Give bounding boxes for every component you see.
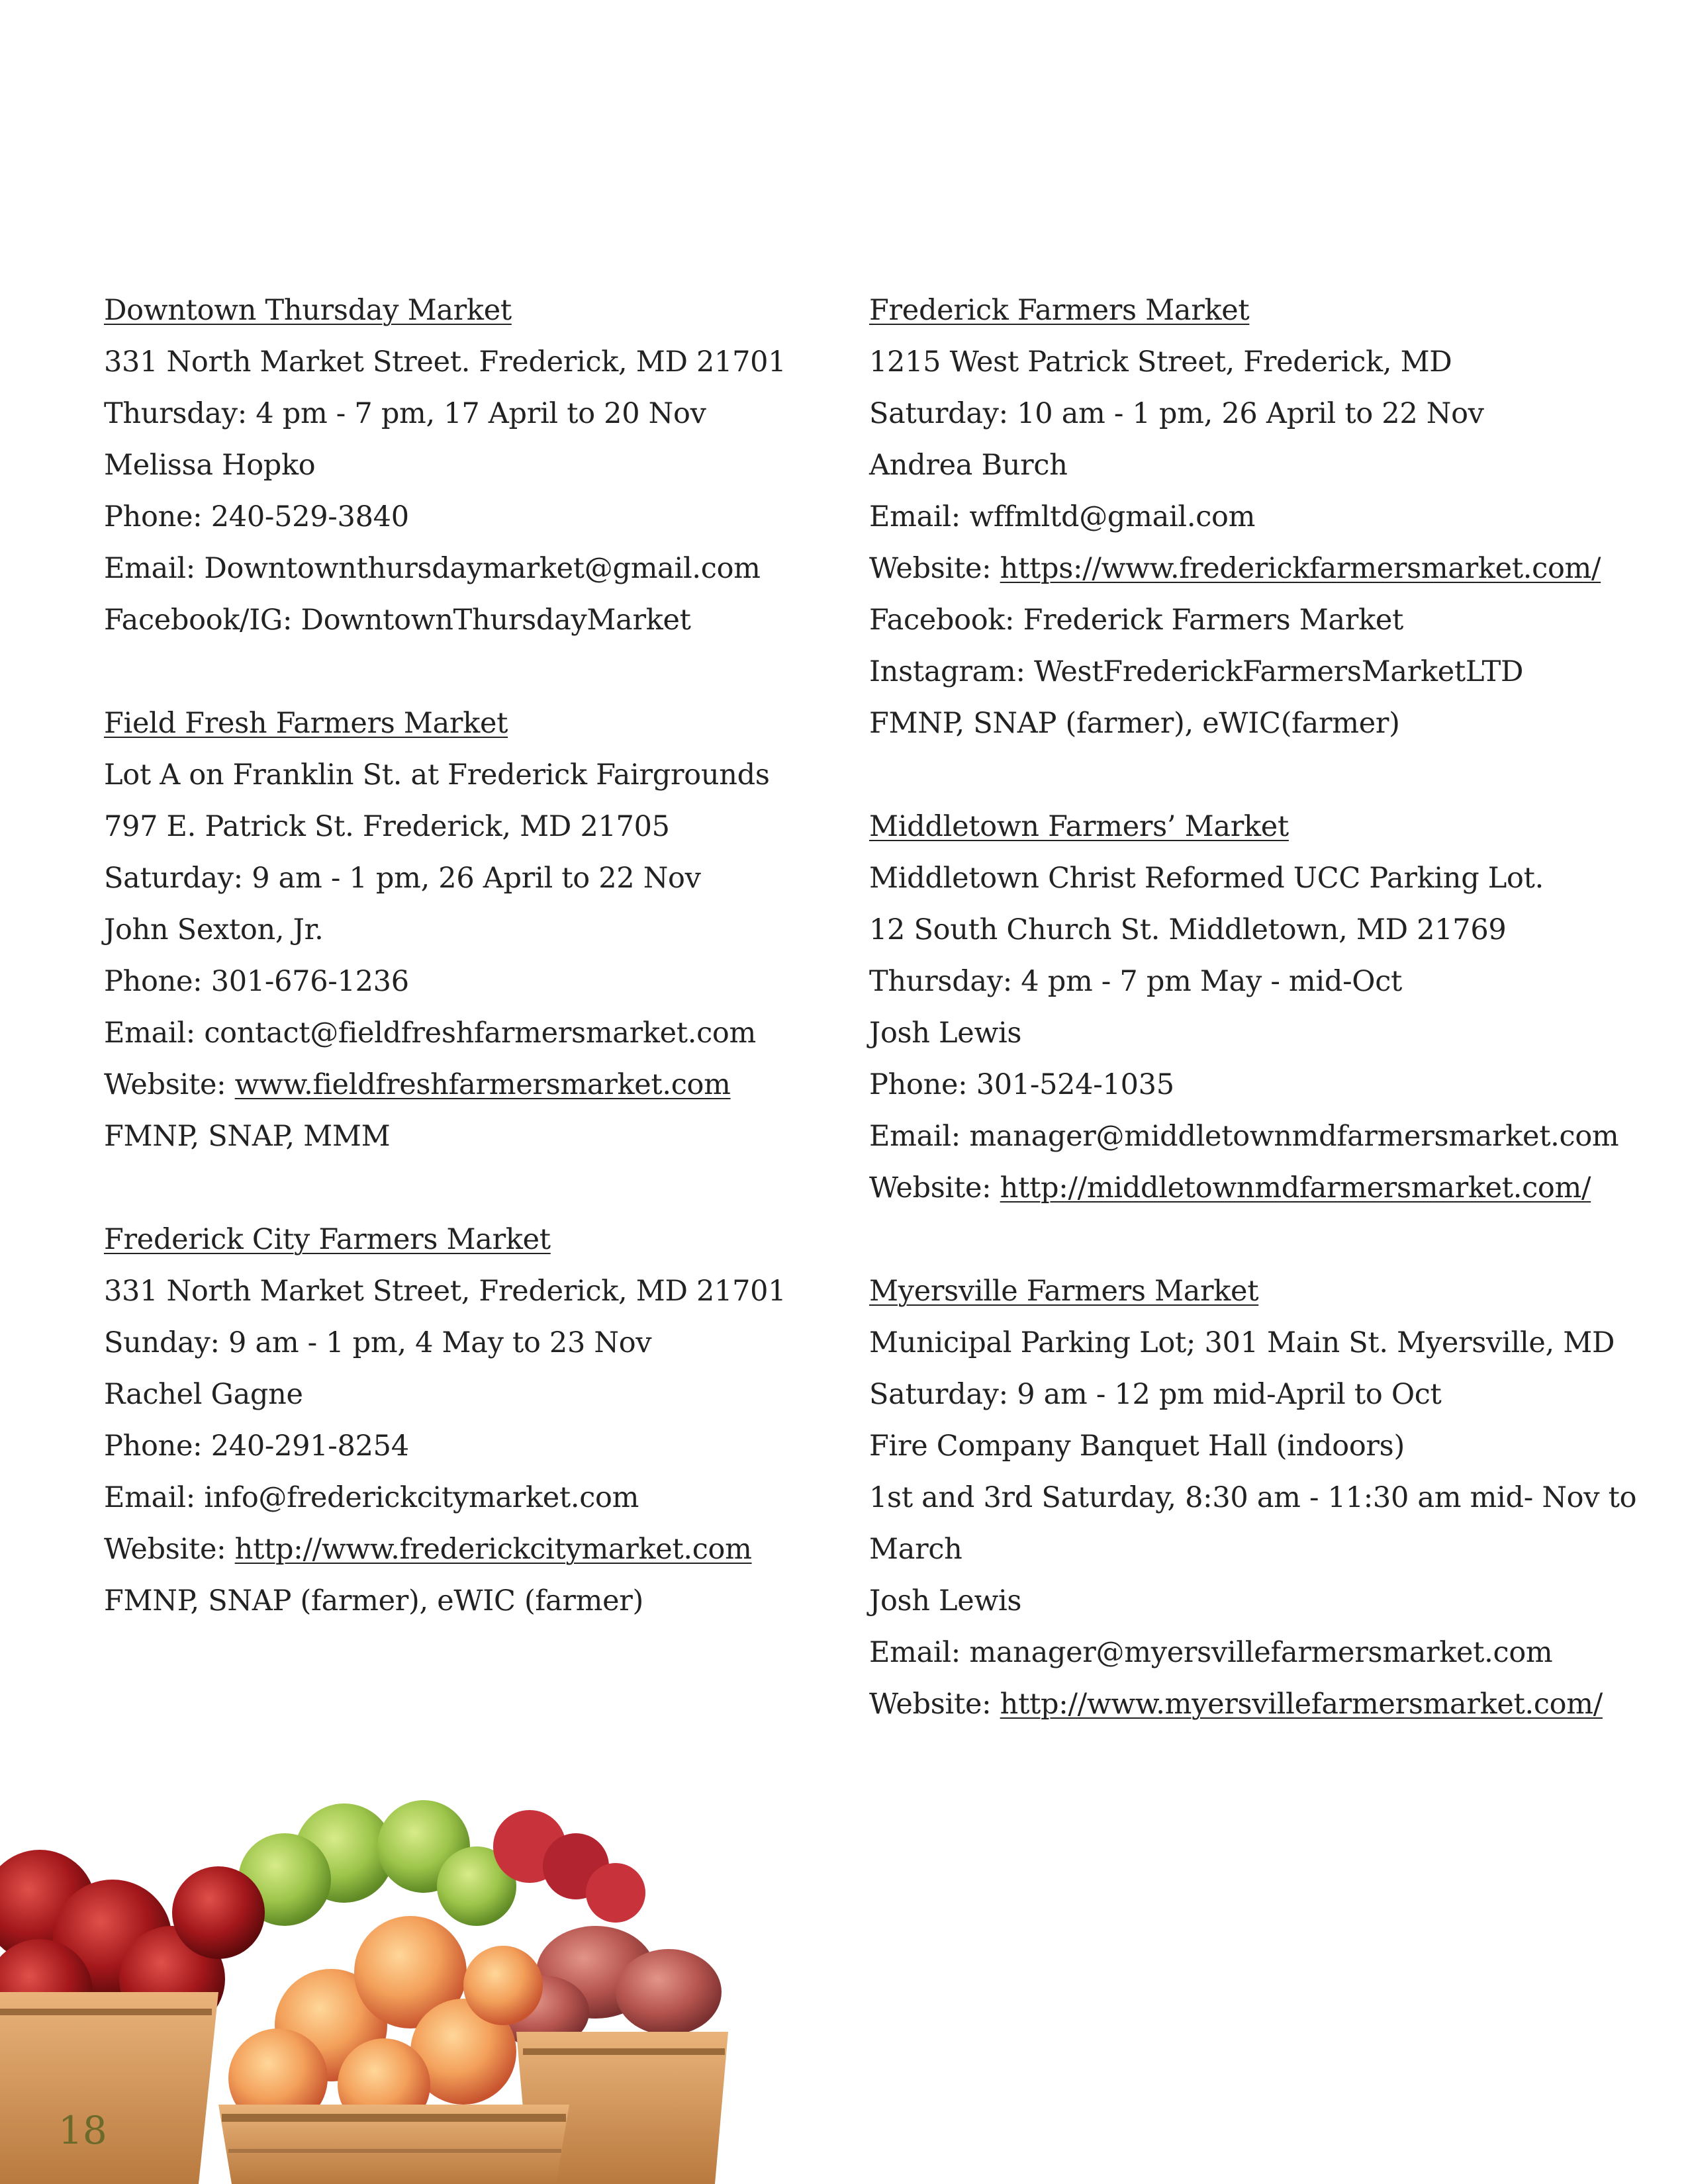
market-name: Field Fresh Farmers Market <box>104 707 508 740</box>
market-detail: 1215 West Patrick Street, Frederick, MD <box>869 345 1452 379</box>
market-name: Myersville Farmers Market <box>869 1275 1259 1308</box>
page-number: 18 <box>58 2108 107 2153</box>
market-detail: Municipal Parking Lot; 301 Main St. Myersville, MD <box>869 1326 1615 1359</box>
website-line <box>869 1162 1624 1214</box>
market-detail: Email: manager@myersvillefarmersmarket.com <box>869 1636 1553 1669</box>
website-link[interactable]: www.fieldfreshfarmersmarket.com <box>234 1068 731 1101</box>
website-label: Website: <box>869 1688 1000 1721</box>
market-detail: FMNP, SNAP (farmer), eWIC (farmer) <box>104 1584 643 1617</box>
market-detail: Phone: 301-676-1236 <box>104 965 409 998</box>
market-detail: FMNP, SNAP, MMM <box>104 1120 391 1153</box>
market-name: Frederick Farmers Market <box>869 294 1250 327</box>
market-name: Downtown Thursday Market <box>104 294 512 327</box>
market-detail: Email: manager@middletownmdfarmersmarket.com <box>869 1120 1619 1153</box>
market-detail: Saturday: 9 am - 1 pm, 26 April to 22 Nov <box>104 862 701 895</box>
website-label: Website: <box>869 1171 1000 1205</box>
market-detail: Thursday: 4 pm - 7 pm May - mid-Oct <box>869 965 1403 998</box>
market-detail: Facebook: Frederick Farmers Market <box>869 604 1403 637</box>
website-line <box>869 1678 1624 1730</box>
website-link[interactable]: http://www.myersvillefarmersmarket.com/ <box>1000 1688 1603 1721</box>
website-link[interactable]: https://www.frederickfarmersmarket.com/ <box>1000 552 1601 585</box>
market-detail: 12 South Church St. Middletown, MD 21769 <box>869 913 1507 946</box>
market-entry <box>104 1214 832 1627</box>
market-entry <box>104 698 832 1162</box>
market-detail: Email: Downtownthursdaymarket@gmail.com <box>104 552 761 585</box>
market-detail: 331 North Market Street, Frederick, MD 21701 <box>104 1275 786 1308</box>
market-detail: Josh Lewis <box>869 1017 1022 1050</box>
market-detail: Facebook/IG: DowntownThursdayMarket <box>104 604 691 637</box>
market-detail: Andrea Burch <box>869 449 1068 482</box>
market-detail: John Sexton, Jr. <box>104 913 324 946</box>
fruit-baskets-illustration <box>0 1774 735 2184</box>
market-detail: Thursday: 4 pm - 7 pm, 17 April to 20 Nov <box>104 397 706 430</box>
website-link[interactable]: http://www.frederickcitymarket.com <box>234 1533 752 1566</box>
market-detail: Email: info@frederickcitymarket.com <box>104 1481 639 1514</box>
website-label: Website: <box>104 1533 235 1566</box>
market-detail: Saturday: 10 am - 1 pm, 26 April to 22 Nov <box>869 397 1484 430</box>
market-name: Frederick City Farmers Market <box>104 1223 551 1256</box>
website-line <box>869 543 1624 594</box>
market-detail: March <box>869 1533 962 1566</box>
website-line <box>104 1524 832 1575</box>
market-entry <box>104 285 832 646</box>
left-column <box>104 285 832 1678</box>
market-detail: Saturday: 9 am - 12 pm mid-April to Oct <box>869 1378 1442 1411</box>
market-detail: Lot A on Franklin St. at Frederick Fairgrounds <box>104 758 770 792</box>
market-detail: Phone: 240-529-3840 <box>104 500 409 533</box>
market-detail: Phone: 240-291-8254 <box>104 1430 409 1463</box>
market-detail: Rachel Gagne <box>104 1378 303 1411</box>
website-link[interactable]: http://middletownmdfarmersmarket.com/ <box>1000 1171 1591 1205</box>
market-detail: 797 E. Patrick St. Frederick, MD 21705 <box>104 810 670 843</box>
market-detail: Melissa Hopko <box>104 449 316 482</box>
website-label: Website: <box>104 1068 235 1101</box>
website-label: Website: <box>869 552 1000 585</box>
market-detail: FMNP, SNAP (farmer), eWIC(farmer) <box>869 707 1400 740</box>
market-detail: 1st and 3rd Saturday, 8:30 am - 11:30 am mid- Nov to <box>869 1481 1637 1514</box>
market-detail: Email: contact@fieldfreshfarmersmarket.com <box>104 1017 756 1050</box>
market-entry <box>869 285 1624 749</box>
market-detail: Phone: 301-524-1035 <box>869 1068 1174 1101</box>
market-detail: 331 North Market Street. Frederick, MD 21701 <box>104 345 786 379</box>
website-line <box>104 1059 832 1111</box>
market-detail: Middletown Christ Reformed UCC Parking Lot. <box>869 862 1544 895</box>
market-detail: Fire Company Banquet Hall (indoors) <box>869 1430 1405 1463</box>
right-column <box>869 285 1637 1782</box>
market-detail: Instagram: WestFrederickFarmersMarketLTD <box>869 655 1524 688</box>
market-entry <box>869 1265 1637 1730</box>
market-detail: Josh Lewis <box>869 1584 1022 1617</box>
market-detail: Sunday: 9 am - 1 pm, 4 May to 23 Nov <box>104 1326 652 1359</box>
market-name: Middletown Farmers’ Market <box>869 810 1289 843</box>
market-entry <box>869 801 1624 1214</box>
market-detail: Email: wffmltd@gmail.com <box>869 500 1256 533</box>
